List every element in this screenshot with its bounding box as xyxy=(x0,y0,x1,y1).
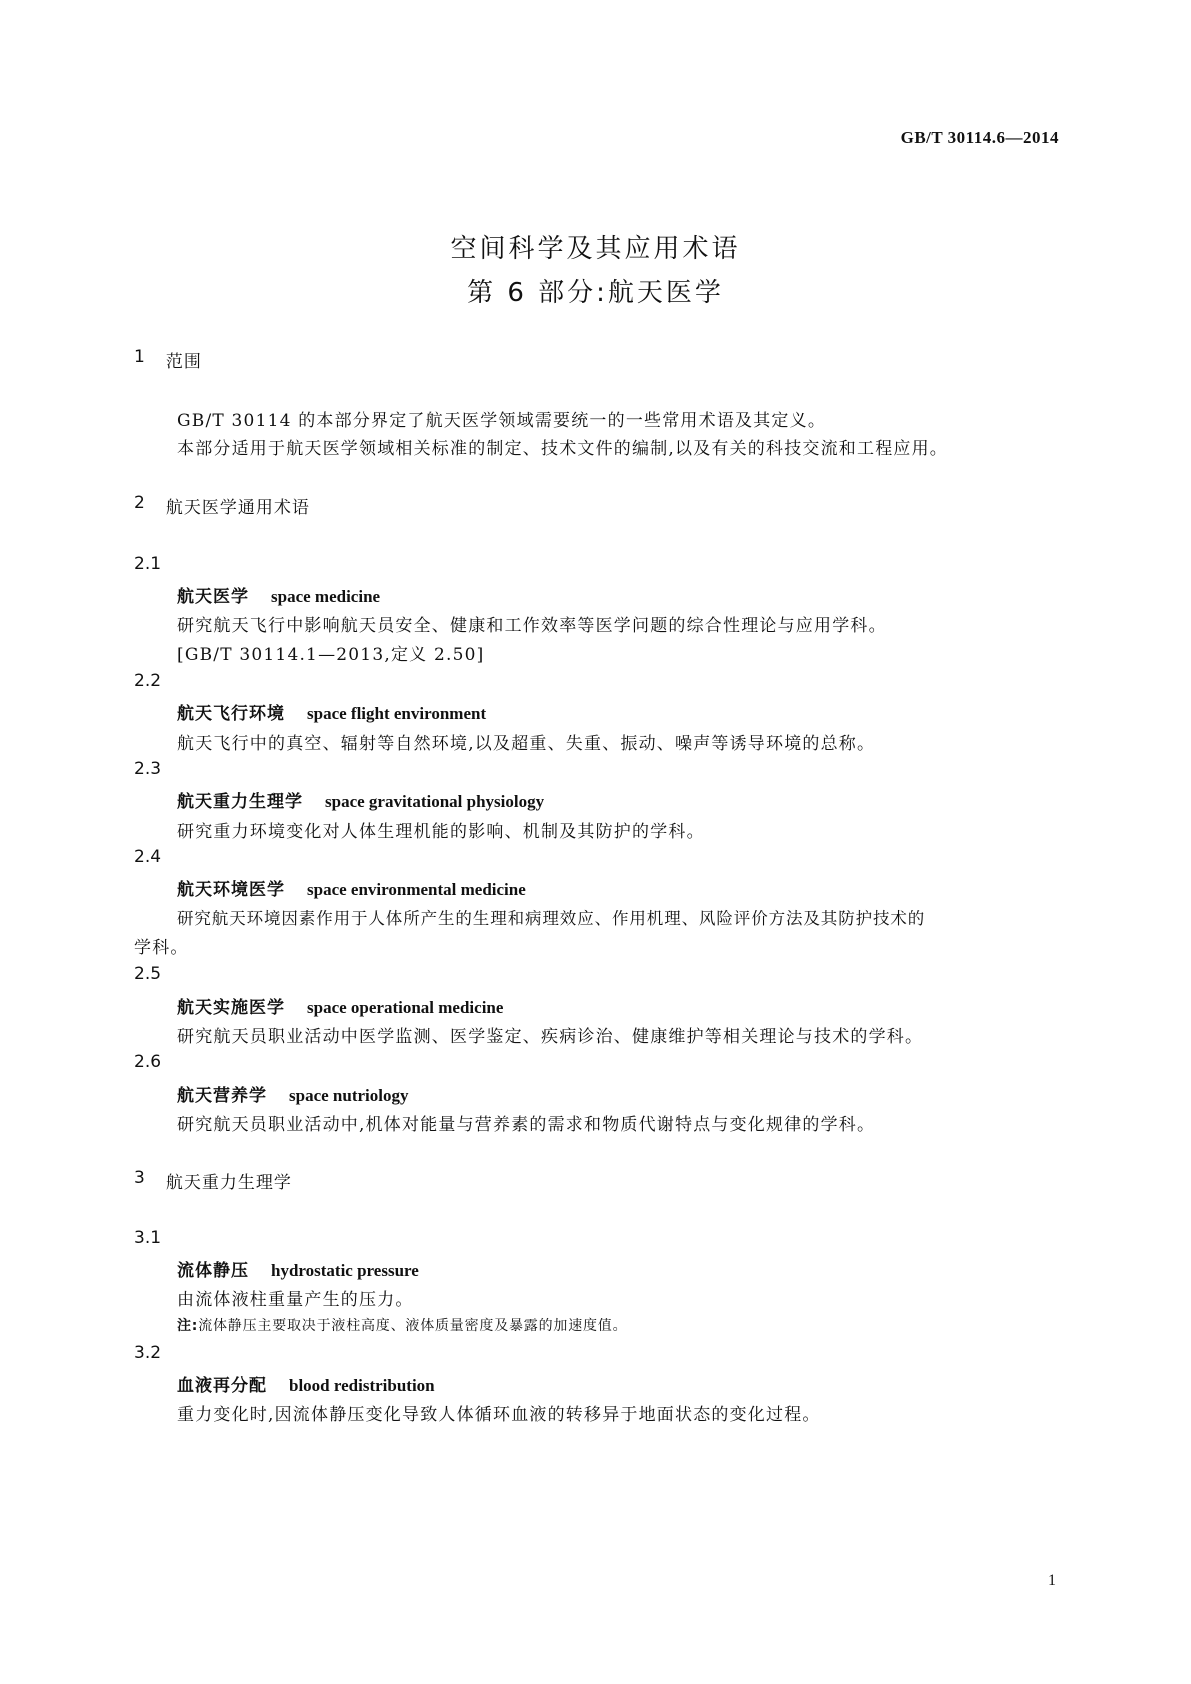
term-english: space environmental medicine xyxy=(307,880,526,899)
term-definition: 研究航天飞行中影响航天员安全、健康和工作效率等医学问题的综合性理论与应用学科。 xyxy=(177,616,887,636)
term-number: 2.2 xyxy=(134,671,162,691)
term-definition: 研究航天员职业活动中医学监测、医学鉴定、疾病诊治、健康维护等相关理论与技术的学科。 xyxy=(177,1027,924,1047)
term-chinese: 流体静压 xyxy=(177,1261,249,1281)
term-heading xyxy=(177,993,503,1018)
term-english: blood redistribution xyxy=(289,1376,435,1395)
document-title: 空间科学及其应用术语 xyxy=(450,234,741,264)
document-subtitle: 第 6 部分:航天医学 xyxy=(467,278,724,308)
note-label: 注: xyxy=(177,1318,199,1334)
term-chinese: 血液再分配 xyxy=(177,1376,267,1396)
term-note xyxy=(177,1315,627,1335)
term-english: space flight environment xyxy=(307,704,487,723)
section-heading-gravitational-physiology xyxy=(134,1168,292,1193)
term-chinese: 航天医学 xyxy=(177,587,249,607)
term-number: 3.2 xyxy=(134,1343,162,1363)
term-chinese: 航天实施医学 xyxy=(177,998,285,1018)
term-number: 2.1 xyxy=(134,554,162,574)
term-reference: [GB/T 30114.1—2013,定义 2.50] xyxy=(177,645,485,665)
term-definition: 航天飞行中的真空、辐射等自然环境,以及超重、失重、振动、噪声等诱导环境的总称。 xyxy=(177,734,876,754)
term-chinese: 航天环境医学 xyxy=(177,880,285,900)
term-definition: 研究航天环境因素作用于人体所产生的生理和病理效应、作用机理、风险评价方法及其防护技术的 xyxy=(177,909,926,928)
term-number: 3.1 xyxy=(134,1228,162,1248)
term-number: 2.3 xyxy=(134,759,162,779)
term-definition: 研究航天员职业活动中,机体对能量与营养素的需求和物质代谢特点与变化规律的学科。 xyxy=(177,1115,876,1135)
section-heading-general-terms xyxy=(134,493,310,518)
term-english: space medicine xyxy=(271,587,381,606)
term-heading xyxy=(177,875,526,900)
term-chinese: 航天飞行环境 xyxy=(177,704,285,724)
term-definition-continued: 学科。 xyxy=(134,938,189,958)
term-heading xyxy=(177,1081,408,1106)
term-heading xyxy=(177,1256,419,1281)
term-english: space operational medicine xyxy=(307,998,504,1017)
note-text: 流体静压主要取决于液柱高度、液体质量密度及暴露的加速度值。 xyxy=(198,1318,628,1334)
section-heading-scope xyxy=(134,347,202,372)
scope-paragraph: GB/T 30114 的本部分界定了航天医学领域需要统一的一些常用术语及其定义。 xyxy=(177,411,827,431)
term-heading xyxy=(177,1371,435,1396)
term-heading xyxy=(177,787,544,812)
term-heading xyxy=(177,582,380,607)
section-number: 1 xyxy=(134,347,146,367)
term-number: 2.4 xyxy=(134,847,162,867)
term-heading xyxy=(177,699,486,724)
section-number: 3 xyxy=(134,1168,146,1188)
document-code: GB/T 30114.6—2014 xyxy=(900,128,1059,147)
section-title: 范围 xyxy=(165,352,202,372)
term-number: 2.6 xyxy=(134,1052,162,1072)
page-number: 1 xyxy=(1048,1572,1056,1589)
section-number: 2 xyxy=(134,493,146,513)
term-english: space gravitational physiology xyxy=(325,792,545,811)
section-title: 航天重力生理学 xyxy=(165,1173,292,1193)
scope-paragraph: 本部分适用于航天医学领域相关标准的制定、技术文件的编制,以及有关的科技交流和工程应用。 xyxy=(177,439,949,459)
term-english: space nutriology xyxy=(289,1086,409,1105)
term-english: hydrostatic pressure xyxy=(271,1261,419,1280)
term-definition: 研究重力环境变化对人体生理机能的影响、机制及其防护的学科。 xyxy=(177,822,705,842)
term-chinese: 航天重力生理学 xyxy=(177,792,303,812)
term-number: 2.5 xyxy=(134,964,162,984)
term-definition: 重力变化时,因流体静压变化导致人体循环血液的转移异于地面状态的变化过程。 xyxy=(177,1405,821,1425)
term-definition: 由流体液柱重量产生的压力。 xyxy=(177,1290,414,1310)
section-title: 航天医学通用术语 xyxy=(165,498,310,518)
term-chinese: 航天营养学 xyxy=(177,1086,267,1106)
